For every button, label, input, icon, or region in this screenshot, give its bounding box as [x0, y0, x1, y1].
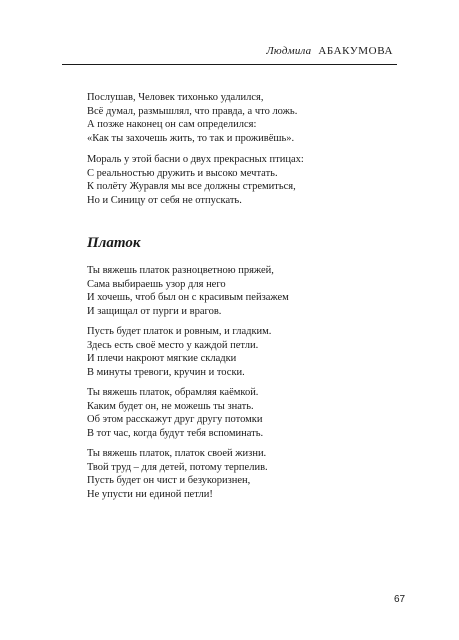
verse-line: Всё думал, размышлял, что правда, а что ложь. — [87, 105, 298, 117]
verse-line: К полёту Журавля мы все должны стремиться, — [87, 181, 296, 192]
poem-title: Платок — [87, 235, 141, 251]
running-header — [266, 45, 393, 57]
verse-line: И защищал от пурги и врагов. — [87, 305, 222, 317]
verse-line: И хочешь, чтоб был он с красивым пейзажем — [87, 292, 289, 303]
verse-line: Об этом расскажут друг другу потомки — [87, 414, 263, 425]
verse-line: Не упусти ни единой петли! — [87, 488, 213, 500]
page-number: 67 — [394, 594, 406, 605]
verse-line: А позже наконец он сам определился: — [87, 119, 257, 130]
author-last-name: АБАКУМОВА — [318, 45, 393, 57]
poem-stanza-3 — [87, 386, 407, 440]
verse-line: «Как ты захочешь жить, то так и проживёшь». — [87, 132, 295, 144]
verse-line: Ты вяжешь платок, обрамляя каёмкой. — [87, 387, 259, 398]
verse-line: С реальностью дружить и высоко мечтать. — [87, 167, 278, 179]
verse-line: Послушав, Человек тихонько удалился, — [87, 92, 264, 103]
verse-line: И плечи накроют мягкие складки — [87, 353, 237, 364]
poem-stanza-2 — [87, 325, 407, 379]
poem-stanza-4 — [87, 447, 407, 501]
fable-stanza-2 — [87, 153, 407, 207]
verse-line: Здесь есть своё место у каждой петли. — [87, 339, 259, 351]
verse-line: Ты вяжешь платок разноцветною пряжей, — [87, 265, 274, 276]
verse-line: Каким будет он, не можешь ты знать. — [87, 400, 254, 412]
poem-stanza-1 — [87, 264, 407, 318]
verse-line: Пусть будет он чист и безукоризнен, — [87, 475, 251, 486]
verse-line: Ты вяжешь платок, платок своей жизни. — [87, 448, 267, 459]
verse-line: В минуты тревоги, кручин и тоски. — [87, 366, 245, 378]
verse-line: Сама выбираешь узор для него — [87, 278, 226, 290]
verse-line: Пусть будет платок и ровным, и гладким. — [87, 326, 272, 337]
verse-line: Но и Синицу от себя не отпускать. — [87, 194, 242, 206]
author-first-name: Людмила — [266, 45, 312, 57]
header-rule — [62, 64, 397, 65]
verse-line: Мораль у этой басни о двух прекрасных птицах: — [87, 154, 304, 165]
fable-stanza-1 — [87, 91, 407, 145]
verse-line: Твой труд – для детей, потому терпелив. — [87, 461, 268, 473]
verse-line: В тот час, когда будут тебя вспоминать. — [87, 427, 264, 439]
